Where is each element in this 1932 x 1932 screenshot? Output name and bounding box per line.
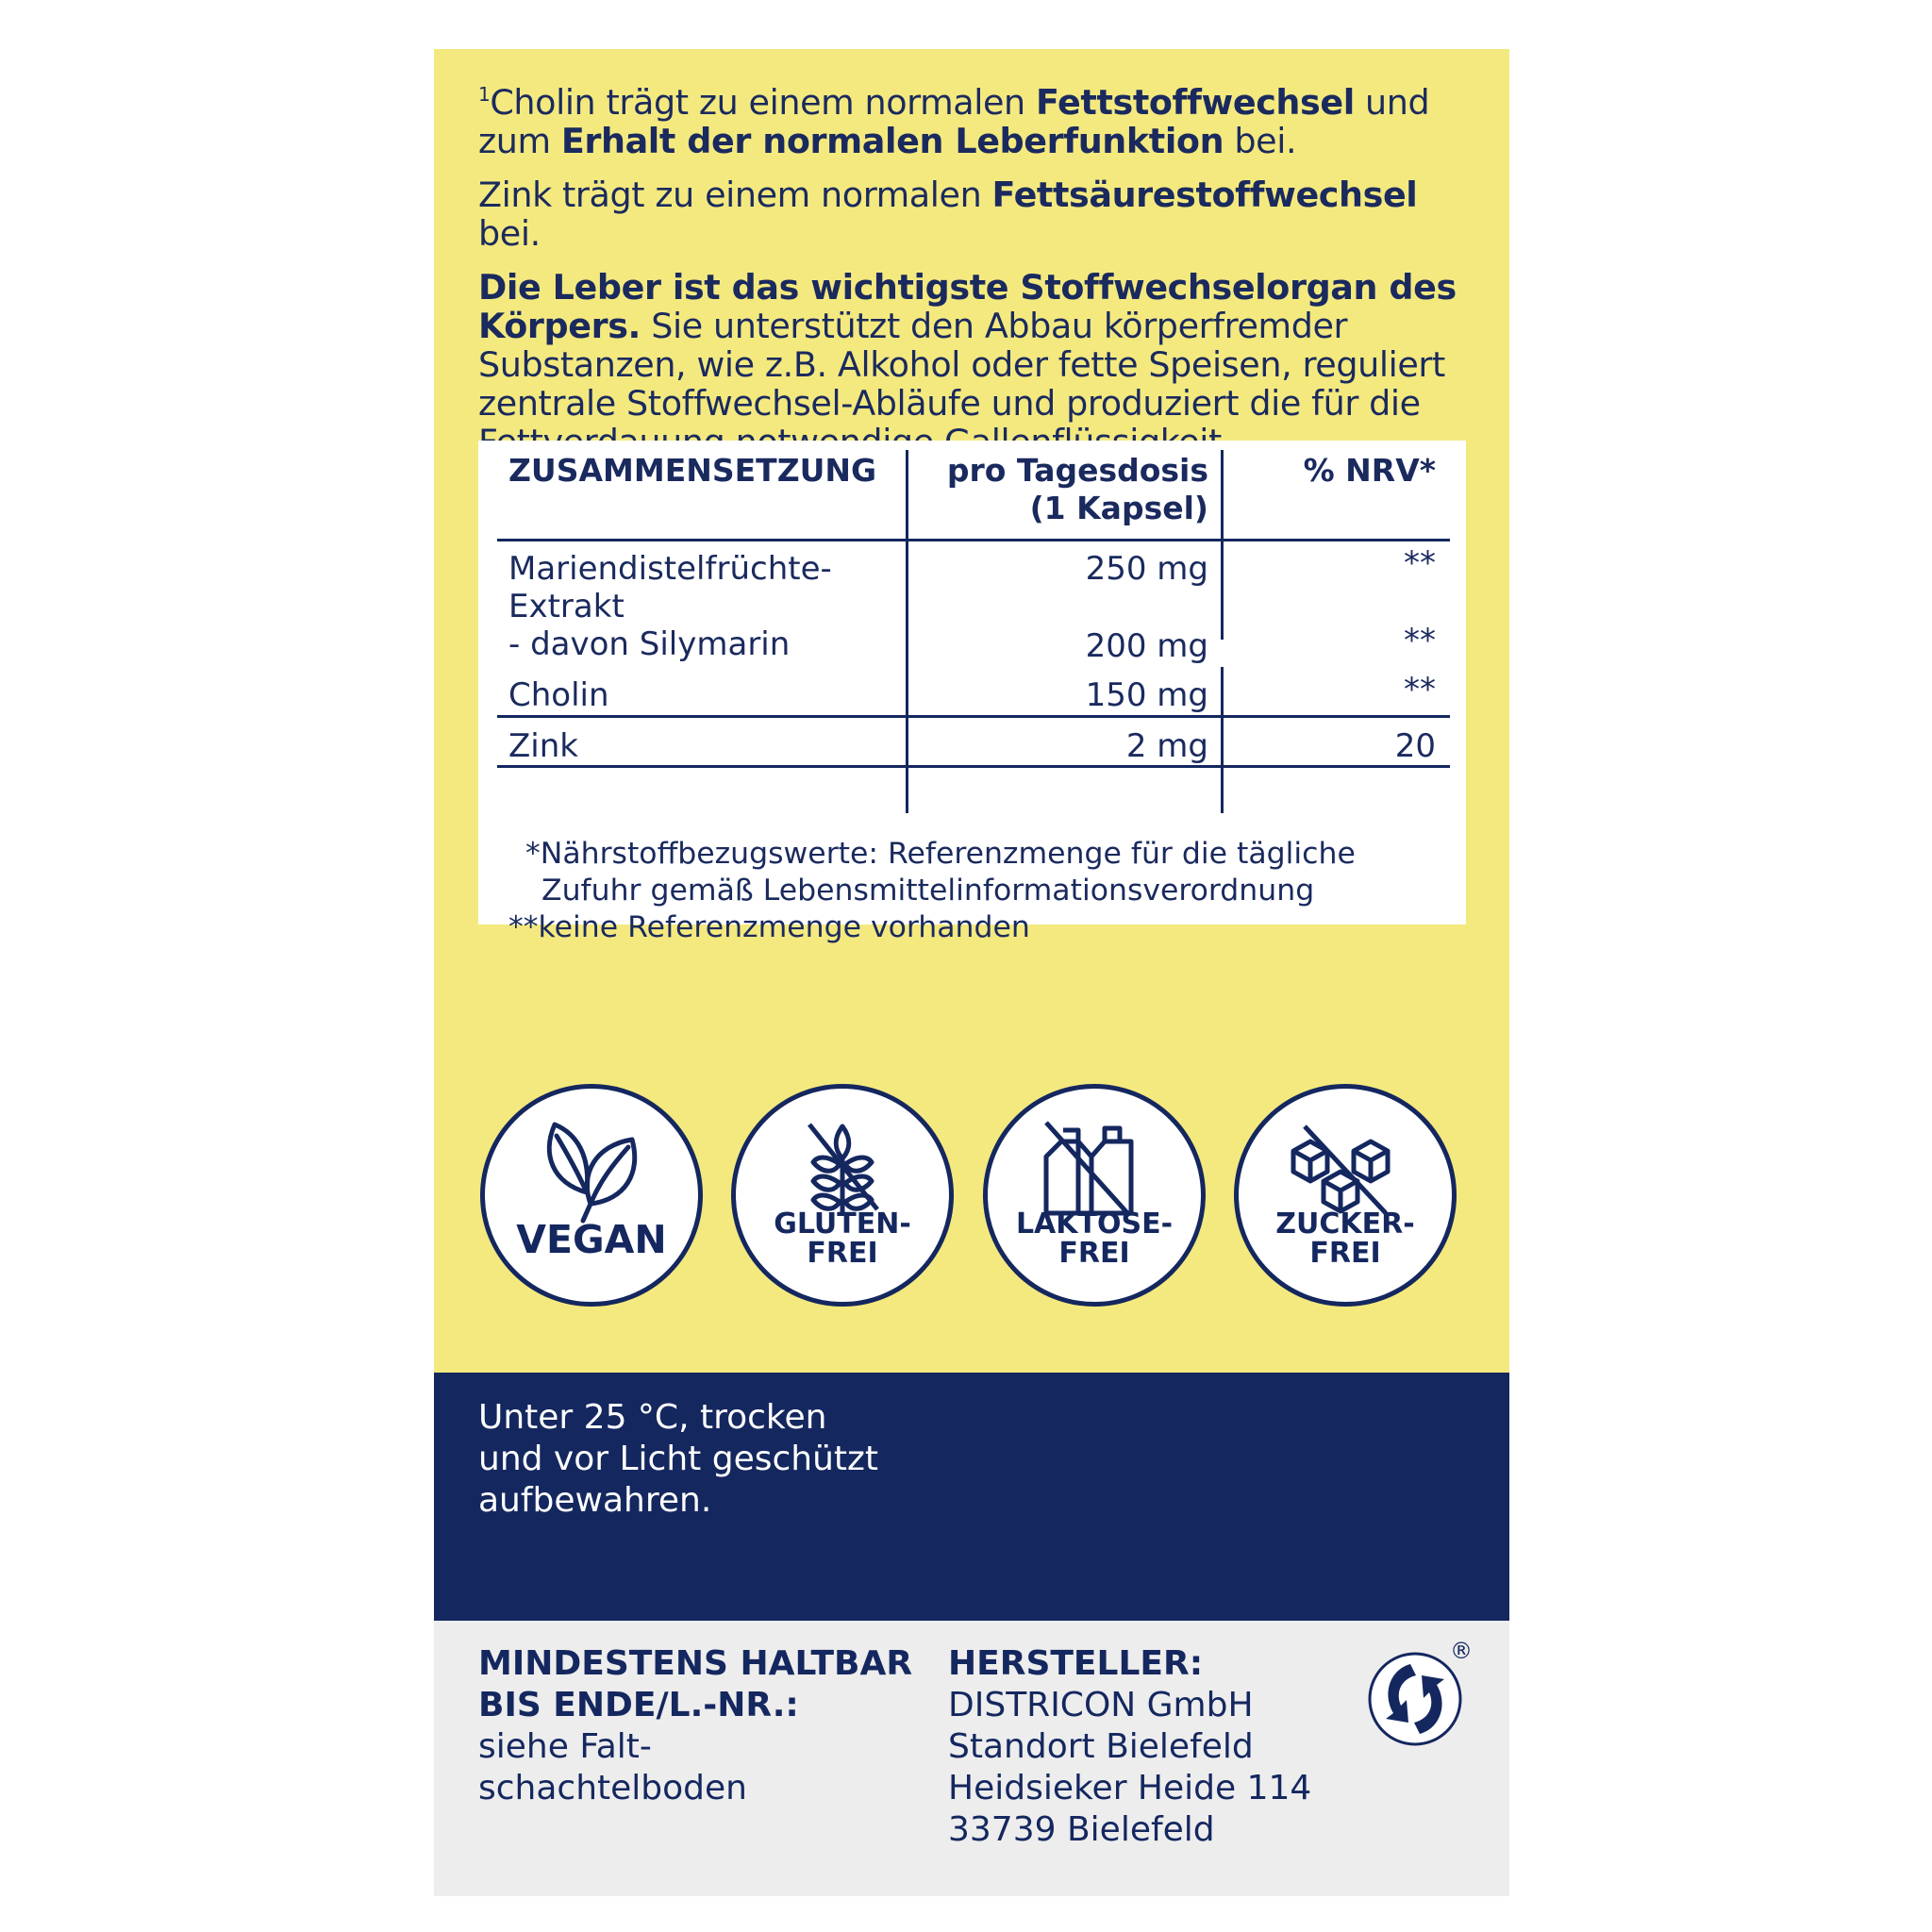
- storage-instructions: Unter 25 °C, trocken und vor Licht geschützt aufbewahren.: [478, 1398, 879, 1520]
- row-amount: 200 mg: [1085, 627, 1208, 665]
- leaf-icon: [485, 1089, 698, 1302]
- sugar-free-badge: [1234, 1084, 1457, 1307]
- footnote-no-reference: **keine Referenzmenge vorhanden: [508, 910, 1030, 944]
- row-amount: 2 mg: [1125, 727, 1208, 765]
- wheat-crossed-icon: [736, 1089, 949, 1302]
- manufacturer-panel: [434, 1621, 1509, 1896]
- lactose-free-badge: [983, 1084, 1206, 1307]
- intro-text: [478, 75, 1478, 476]
- sugar-cubes-crossed-icon: [1239, 1089, 1452, 1302]
- vegan-badge: [480, 1084, 703, 1307]
- header-composition: ZUSAMMENSETZUNG: [508, 452, 877, 489]
- header-daily-dose: pro Tagesdosis: [946, 452, 1208, 489]
- storage-panel: [434, 1373, 1509, 1621]
- badge-label: LAKTOSE- FREI: [1015, 1208, 1174, 1270]
- row-name: Mariendistelfrüchte-: [508, 550, 832, 588]
- best-before-info: MINDESTENS HALTBAR BIS ENDE/L.-NR.: siehe Falt- schachtelboden: [478, 1644, 913, 1807]
- badge-label: ZUCKER- FREI: [1275, 1208, 1415, 1270]
- column-divider: [906, 450, 908, 768]
- header-divider: [497, 539, 1450, 541]
- green-dot-recycling-icon: [1363, 1638, 1473, 1751]
- row-divider: [497, 715, 1450, 718]
- row-name: Extrakt: [508, 588, 625, 625]
- column-divider: [1221, 450, 1224, 540]
- nutrition-table: [478, 441, 1466, 944]
- registered-mark: ®: [1450, 1638, 1473, 1664]
- row-name: Zink: [508, 727, 578, 765]
- row-name: - davon Silymarin: [508, 625, 791, 663]
- row-nrv: **: [1404, 622, 1436, 659]
- header-nrv: % NRV*: [1303, 452, 1436, 489]
- column-divider: [1221, 541, 1224, 640]
- badge-label: GLUTEN- FREI: [774, 1208, 911, 1270]
- zink-claim: Zink trägt zu einem normalen Fettsäurestoffwechsel bei.: [478, 175, 1418, 254]
- row-amount: 150 mg: [1085, 676, 1208, 714]
- column-divider: [906, 768, 908, 813]
- column-divider: [1221, 667, 1224, 813]
- info-panel: [434, 49, 1509, 1373]
- badge-label: VEGAN: [516, 1217, 667, 1262]
- row-divider: [497, 765, 1450, 768]
- header-capsule: (1 Kapsel): [1029, 490, 1208, 526]
- row-amount: 250 mg: [1085, 550, 1208, 588]
- row-nrv: **: [1404, 544, 1436, 582]
- milk-carton-crossed-icon: [988, 1089, 1201, 1302]
- row-nrv: 20: [1394, 727, 1436, 765]
- gluten-free-badge: [731, 1084, 954, 1307]
- liver-description: Die Leber ist das wichtigste Stoffwechselorgan des Körpers. Sie unterstützt den Abbau körperfremder Substanzen, wie z.B. Alkohol oder fette Speisen, reguliert zentrale Stoffwechsel-Abläufe und produziert die für die: [478, 267, 1457, 424]
- footnote-nrv-cont: Zufuhr gemäß Lebensmittelinformationsverordnung: [541, 874, 1315, 908]
- footnote-nrv: *Nährstoffbezugswerte: Referenzmenge für die tägliche: [525, 837, 1356, 871]
- row-name: Cholin: [508, 676, 609, 714]
- manufacturer-info: HERSTELLER: DISTRICON GmbH Standort Bielefeld Heidsieker Heide 114 33739 Bielefeld: [948, 1644, 1312, 1849]
- cholin-claim: $^1$Cholin trägt zu einem normalen Fettstoffwechsel und zum Erhalt der normalen Leberfunktion bei.: [478, 82, 1430, 161]
- row-nrv: **: [1404, 671, 1436, 708]
